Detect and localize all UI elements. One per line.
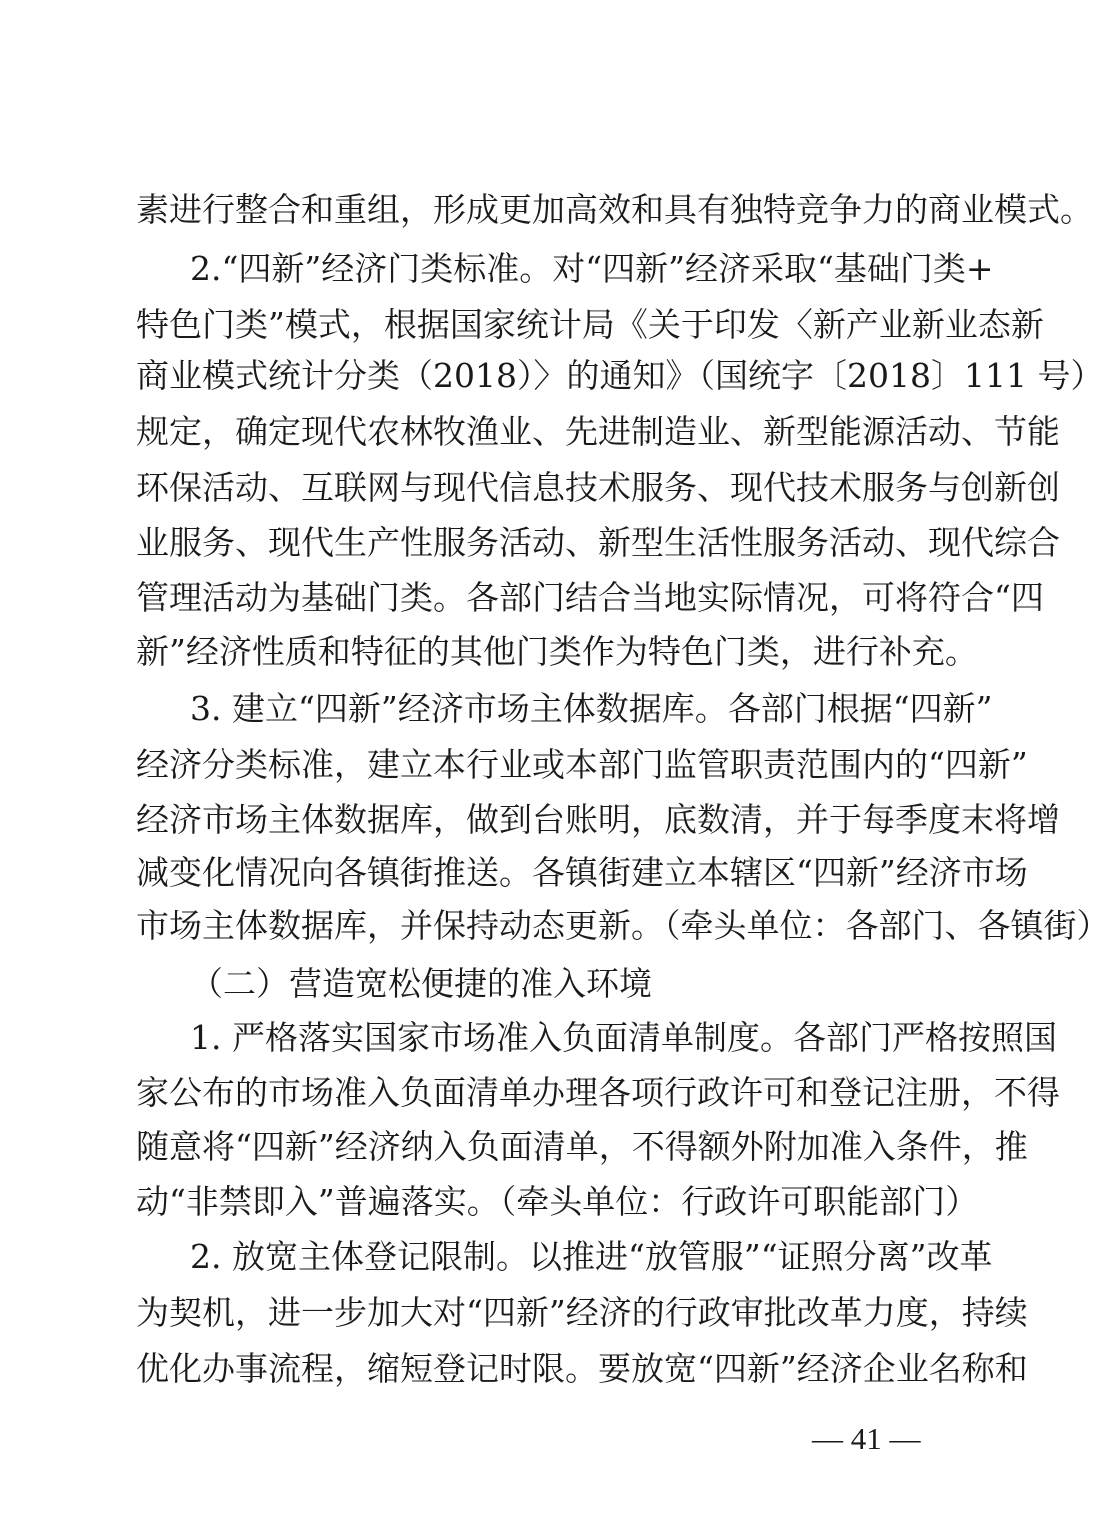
text-line: 素进行整合和重组，形成更加高效和具有独特竞争力的商业模式。 (136, 190, 1093, 229)
page-number: — 41 — (812, 1421, 921, 1456)
text-line: 2.“四新”经济门类标准。对“四新”经济采取“基础门类+ (190, 249, 994, 288)
text-line: 环保活动、互联网与现代信息技术服务、现代技术服务与创新创 (136, 468, 1060, 507)
text-line: 经济市场主体数据库，做到台账明，底数清，并于每季度末将增 (136, 800, 1060, 839)
text-line: 管理活动为基础门类。各部门结合当地实际情况，可将符合“四 (136, 578, 1044, 617)
text-line: 3. 建立“四新”经济市场主体数据库。各部门根据“四新” (190, 689, 993, 728)
text-line: 商业模式统计分类（2018）〉的通知》（国统字〔2018〕111 号） (136, 356, 1104, 395)
text-line: 新”经济性质和特征的其他门类作为特色门类，进行补充。 (136, 632, 978, 671)
section-heading: （二）营造宽松便捷的准入环境 (190, 964, 652, 1003)
text-line: 2. 放宽主体登记限制。以推进“放管服”“证照分离”改革 (190, 1237, 993, 1276)
text-line: 随意将“四新”经济纳入负面清单，不得额外附加准入条件，推 (136, 1127, 1028, 1166)
text-line: 家公布的市场准入负面清单办理各项行政许可和登记注册，不得 (136, 1073, 1060, 1112)
text-line: 动“非禁即入”普遍落实。（牵头单位：行政许可职能部门） (136, 1182, 979, 1221)
text-line: 市场主体数据库，并保持动态更新。（牵头单位：各部门、各镇街） (136, 906, 1110, 945)
text-line: 1. 严格落实国家市场准入负面清单制度。各部门严格按照国 (190, 1018, 1057, 1057)
text-line: 为契机，进一步加大对“四新”经济的行政审批改革力度，持续 (136, 1293, 1028, 1332)
text-line: 经济分类标准，建立本行业或本部门监管职责范围内的“四新” (136, 745, 1028, 784)
text-line: 业服务、现代生产性服务活动、新型生活性服务活动、现代综合 (136, 523, 1060, 562)
text-line: 规定，确定现代农林牧渔业、先进制造业、新型能源活动、节能 (136, 412, 1060, 451)
text-line: 优化办事流程，缩短登记时限。要放宽“四新”经济企业名称和 (136, 1349, 1028, 1388)
text-line: 减变化情况向各镇街推送。各镇街建立本辖区“四新”经济市场 (136, 853, 1028, 892)
text-line: 特色门类”模式，根据国家统计局《关于印发〈新产业新业态新 (136, 305, 1044, 344)
